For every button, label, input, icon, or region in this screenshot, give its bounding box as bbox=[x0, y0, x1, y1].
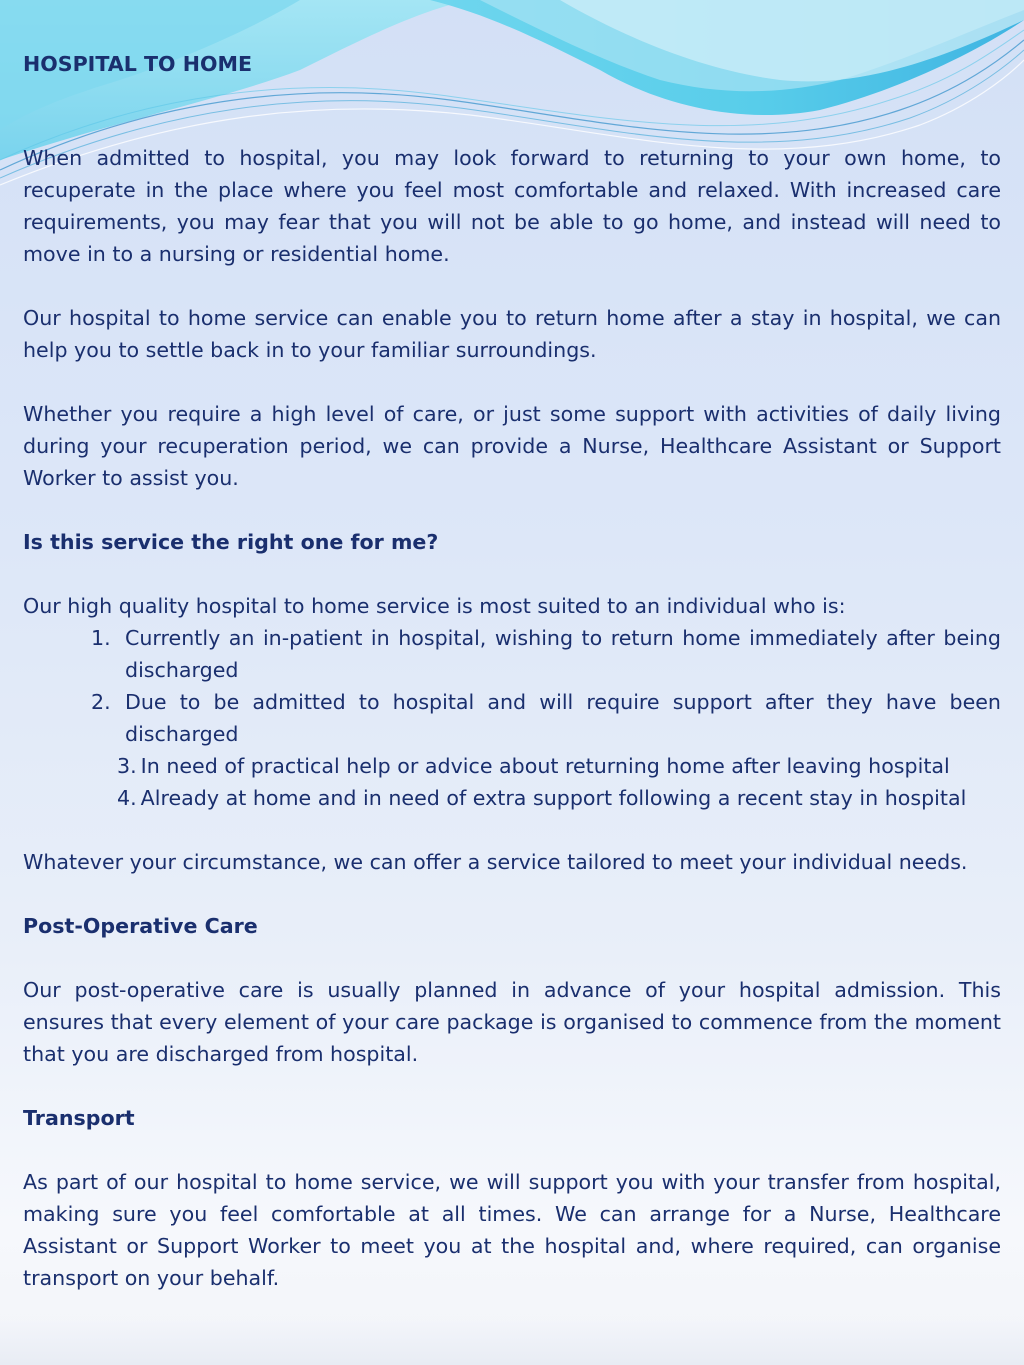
suitability-lead: Our high quality hospital to home service is most suited to an individual who is: bbox=[23, 594, 846, 618]
footer-band bbox=[0, 1321, 1024, 1365]
intro-paragraph-3: Whether you require a high level of care, or just some support with activities of daily living during your recuperation period, we can provide a Nurse, Healthcare Assistant or Support Worker to assist you. bbox=[23, 402, 1001, 490]
list-item-text: Due to be admitted to hospital and will require support after they have been discharged bbox=[125, 690, 1001, 746]
spacer bbox=[23, 80, 1001, 112]
intro-paragraph-1: When admitted to hospital, you may look forward to returning to your own home, to recuperate in the place where you feel most comfortable and relaxed. With increased care requirements, you may fear that you will not be able to go home, and instead will need to move in to a nursing or residential home. bbox=[23, 146, 1001, 266]
spacer bbox=[23, 494, 1001, 526]
spacer bbox=[23, 270, 1001, 302]
spacer bbox=[23, 1134, 1001, 1166]
list-item-number: 1. bbox=[91, 626, 111, 650]
list-item bbox=[117, 750, 1001, 782]
intro-paragraph-2: Our hospital to home service can enable you to return home after a stay in hospital, we can help you to settle back in to your familiar surroundings. bbox=[23, 306, 1001, 362]
list-item bbox=[117, 782, 1001, 814]
section-heading-right-one: Is this service the right one for me? bbox=[23, 530, 439, 554]
list-item bbox=[91, 622, 1001, 686]
spacer bbox=[23, 814, 1001, 846]
section-heading-transport: Transport bbox=[23, 1106, 135, 1130]
spacer bbox=[23, 366, 1001, 398]
post-op-paragraph: Our post-operative care is usually planned in advance of your hospital admission. This ensures that every element of your care package is organised to commence from the moment that you are discharged from hospital. bbox=[23, 978, 1001, 1066]
spacer bbox=[23, 1070, 1001, 1102]
document-body bbox=[23, 48, 1001, 1294]
list-item-number: 2. bbox=[91, 690, 111, 714]
section-heading-post-op: Post-Operative Care bbox=[23, 914, 258, 938]
suitability-list bbox=[23, 622, 1001, 814]
list-item-number: 3. bbox=[117, 754, 137, 778]
list-item-text: Already at home and in need of extra support following a recent stay in hospital bbox=[140, 786, 967, 810]
spacer bbox=[23, 942, 1001, 974]
transport-paragraph: As part of our hospital to home service, we will support you with your transfer from hospital, making sure you feel comfortable at all times. We can arrange for a Nurse, Healthcare Assistant or Support Worker to meet you at the hospital and, where required, can organise transport on your behalf. bbox=[23, 1170, 1001, 1290]
list-item-text: In need of practical help or advice about returning home after leaving hospital bbox=[140, 754, 950, 778]
circumstance-paragraph: Whatever your circumstance, we can offer a service tailored to meet your individual needs. bbox=[23, 850, 968, 874]
spacer bbox=[23, 878, 1001, 910]
list-item-number: 4. bbox=[117, 786, 137, 810]
spacer bbox=[23, 112, 1001, 142]
spacer bbox=[23, 558, 1001, 590]
list-item bbox=[91, 686, 1001, 750]
list-item-text: Currently an in-patient in hospital, wishing to return home immediately after being discharged bbox=[125, 626, 1001, 682]
page-title: HOSPITAL TO HOME bbox=[23, 52, 253, 76]
